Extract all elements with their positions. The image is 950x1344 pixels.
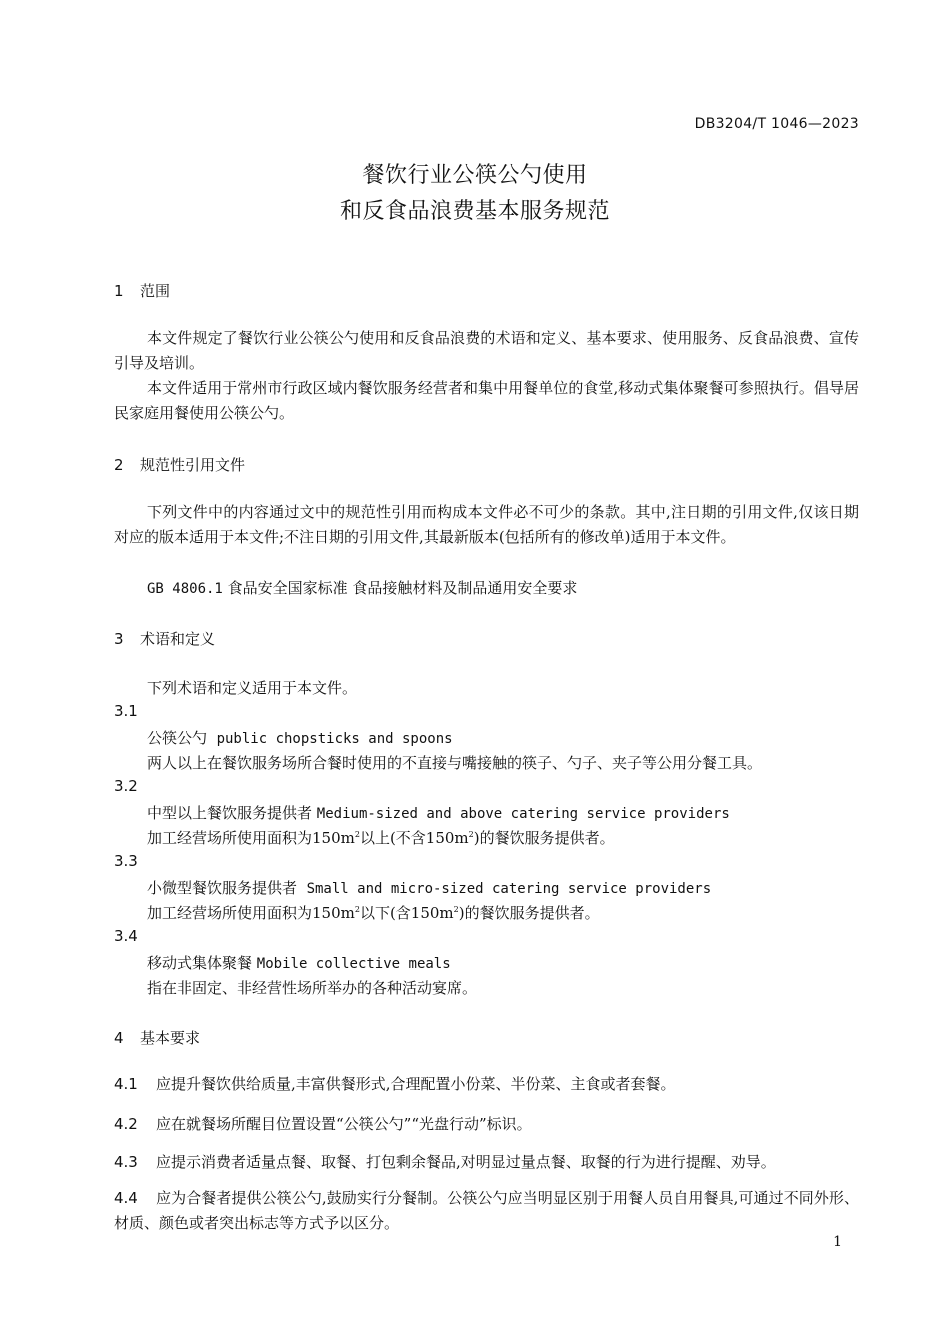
document-title-line1: 餐饮行业公筷公勺使用 bbox=[362, 163, 588, 188]
definition-part: 以下(含150m bbox=[359, 904, 454, 922]
term-en: Mobile collective meals bbox=[256, 956, 451, 972]
section-title: 术语和定义 bbox=[140, 630, 216, 648]
section-1-paragraph-2: 本文件适用于常州市行政区域内餐饮服务经营者和集中用餐单位的食堂,移动式集体聚餐可参照执行。倡导居民家庭用餐使用公筷公勺。 bbox=[114, 379, 859, 422]
term-number: 3.4 bbox=[114, 927, 138, 945]
clause-text: 应为合餐者提供公筷公勺,鼓励实行分餐制。公筷公勺应当明显区别于用餐人员自用餐具,可通过不同外形、材质、颜色或者突出标志等方式予以区分。 bbox=[114, 1189, 859, 1232]
definition-part: )的餐饮服务提供者。 bbox=[473, 829, 615, 847]
normative-reference bbox=[147, 577, 577, 598]
term-zh: 小微型餐饮服务提供者 bbox=[147, 879, 298, 897]
superscript: 2 bbox=[354, 905, 360, 914]
terms-intro: 下列术语和定义适用于本文件。 bbox=[147, 679, 358, 697]
term-en: public chopsticks and spoons bbox=[216, 731, 453, 747]
section-title: 基本要求 bbox=[140, 1029, 201, 1047]
section-2-paragraph: 下列文件中的内容通过文中的规范性引用而构成本文件必不可少的条款。其中,注日期的引用文件,仅该日期对应的版本适用于本文件;不注日期的引用文件,其最新版本(包括所有的修改单)适用于本文件。 bbox=[114, 503, 859, 546]
clause-text: 应提示消费者适量点餐、取餐、打包剩余餐品,对明显过量点餐、取餐的行为进行提醒、劝导。 bbox=[156, 1153, 776, 1171]
term-definition bbox=[147, 827, 615, 848]
definition-part: 以上(不含150m bbox=[359, 829, 469, 847]
section-title: 范围 bbox=[140, 282, 171, 300]
clause-number: 4.1 bbox=[114, 1075, 138, 1093]
term-name bbox=[147, 727, 453, 748]
section-number: 4 bbox=[114, 1029, 124, 1047]
clause-4-4 bbox=[114, 1186, 859, 1236]
clause-4-1 bbox=[114, 1072, 859, 1097]
term-zh: 移动式集体聚餐 bbox=[147, 954, 253, 972]
clause-number: 4.4 bbox=[114, 1189, 138, 1207]
term-number: 3.2 bbox=[114, 777, 138, 795]
term-name bbox=[147, 802, 730, 823]
superscript: 2 bbox=[354, 830, 360, 839]
standard-code: DB3204/T 1046—2023 bbox=[694, 116, 859, 132]
section-number: 3 bbox=[114, 630, 124, 648]
term-definition: 指在非固定、非经营性场所举办的各种活动宴席。 bbox=[147, 979, 478, 997]
section-4-heading bbox=[114, 1027, 200, 1048]
term-definition bbox=[147, 902, 600, 923]
section-title: 规范性引用文件 bbox=[140, 456, 246, 474]
term-definition: 两人以上在餐饮服务场所合餐时使用的不直接与嘴接触的筷子、勺子、夹子等公用分餐工具。 bbox=[147, 754, 763, 772]
clause-number: 4.3 bbox=[114, 1153, 138, 1171]
superscript: 2 bbox=[468, 830, 474, 839]
clause-number: 4.2 bbox=[114, 1115, 138, 1133]
section-2-heading bbox=[114, 454, 245, 475]
definition-part: 加工经营场所使用面积为150m bbox=[147, 904, 355, 922]
section-number: 1 bbox=[114, 282, 124, 300]
term-number: 3.1 bbox=[114, 702, 138, 720]
section-number: 2 bbox=[114, 456, 124, 474]
definition-part: )的餐饮服务提供者。 bbox=[458, 904, 600, 922]
reference-code: GB 4806.1 bbox=[147, 581, 223, 597]
term-zh: 公筷公勺 bbox=[147, 729, 208, 747]
document-title-line2: 和反食品浪费基本服务规范 bbox=[339, 199, 610, 224]
clause-text: 应在就餐场所醒目位置设置“公筷公勺”“光盘行动”标识。 bbox=[156, 1115, 532, 1133]
section-3-heading bbox=[114, 628, 215, 649]
term-name bbox=[147, 877, 711, 898]
term-number: 3.3 bbox=[114, 852, 138, 870]
section-1-paragraph-1: 本文件规定了餐饮行业公筷公勺使用和反食品浪费的术语和定义、基本要求、使用服务、反食品浪费、宣传引导及培训。 bbox=[114, 329, 859, 372]
term-zh: 中型以上餐饮服务提供者 bbox=[147, 804, 313, 822]
clause-4-3 bbox=[114, 1150, 859, 1175]
superscript: 2 bbox=[453, 905, 459, 914]
clause-text: 应提升餐饮供给质量,丰富供餐形式,合理配置小份菜、半份菜、主食或者套餐。 bbox=[156, 1075, 676, 1093]
term-en: Small and micro-sized catering service providers bbox=[306, 881, 712, 897]
term-name bbox=[147, 952, 451, 973]
clause-4-2 bbox=[114, 1112, 859, 1137]
reference-title: 食品安全国家标准 食品接触材料及制品通用安全要求 bbox=[227, 579, 578, 597]
term-en: Medium-sized and above catering service providers bbox=[316, 806, 730, 822]
definition-part: 加工经营场所使用面积为150m bbox=[147, 829, 355, 847]
page-number: 1 bbox=[833, 1234, 842, 1250]
section-1-heading bbox=[114, 280, 170, 301]
